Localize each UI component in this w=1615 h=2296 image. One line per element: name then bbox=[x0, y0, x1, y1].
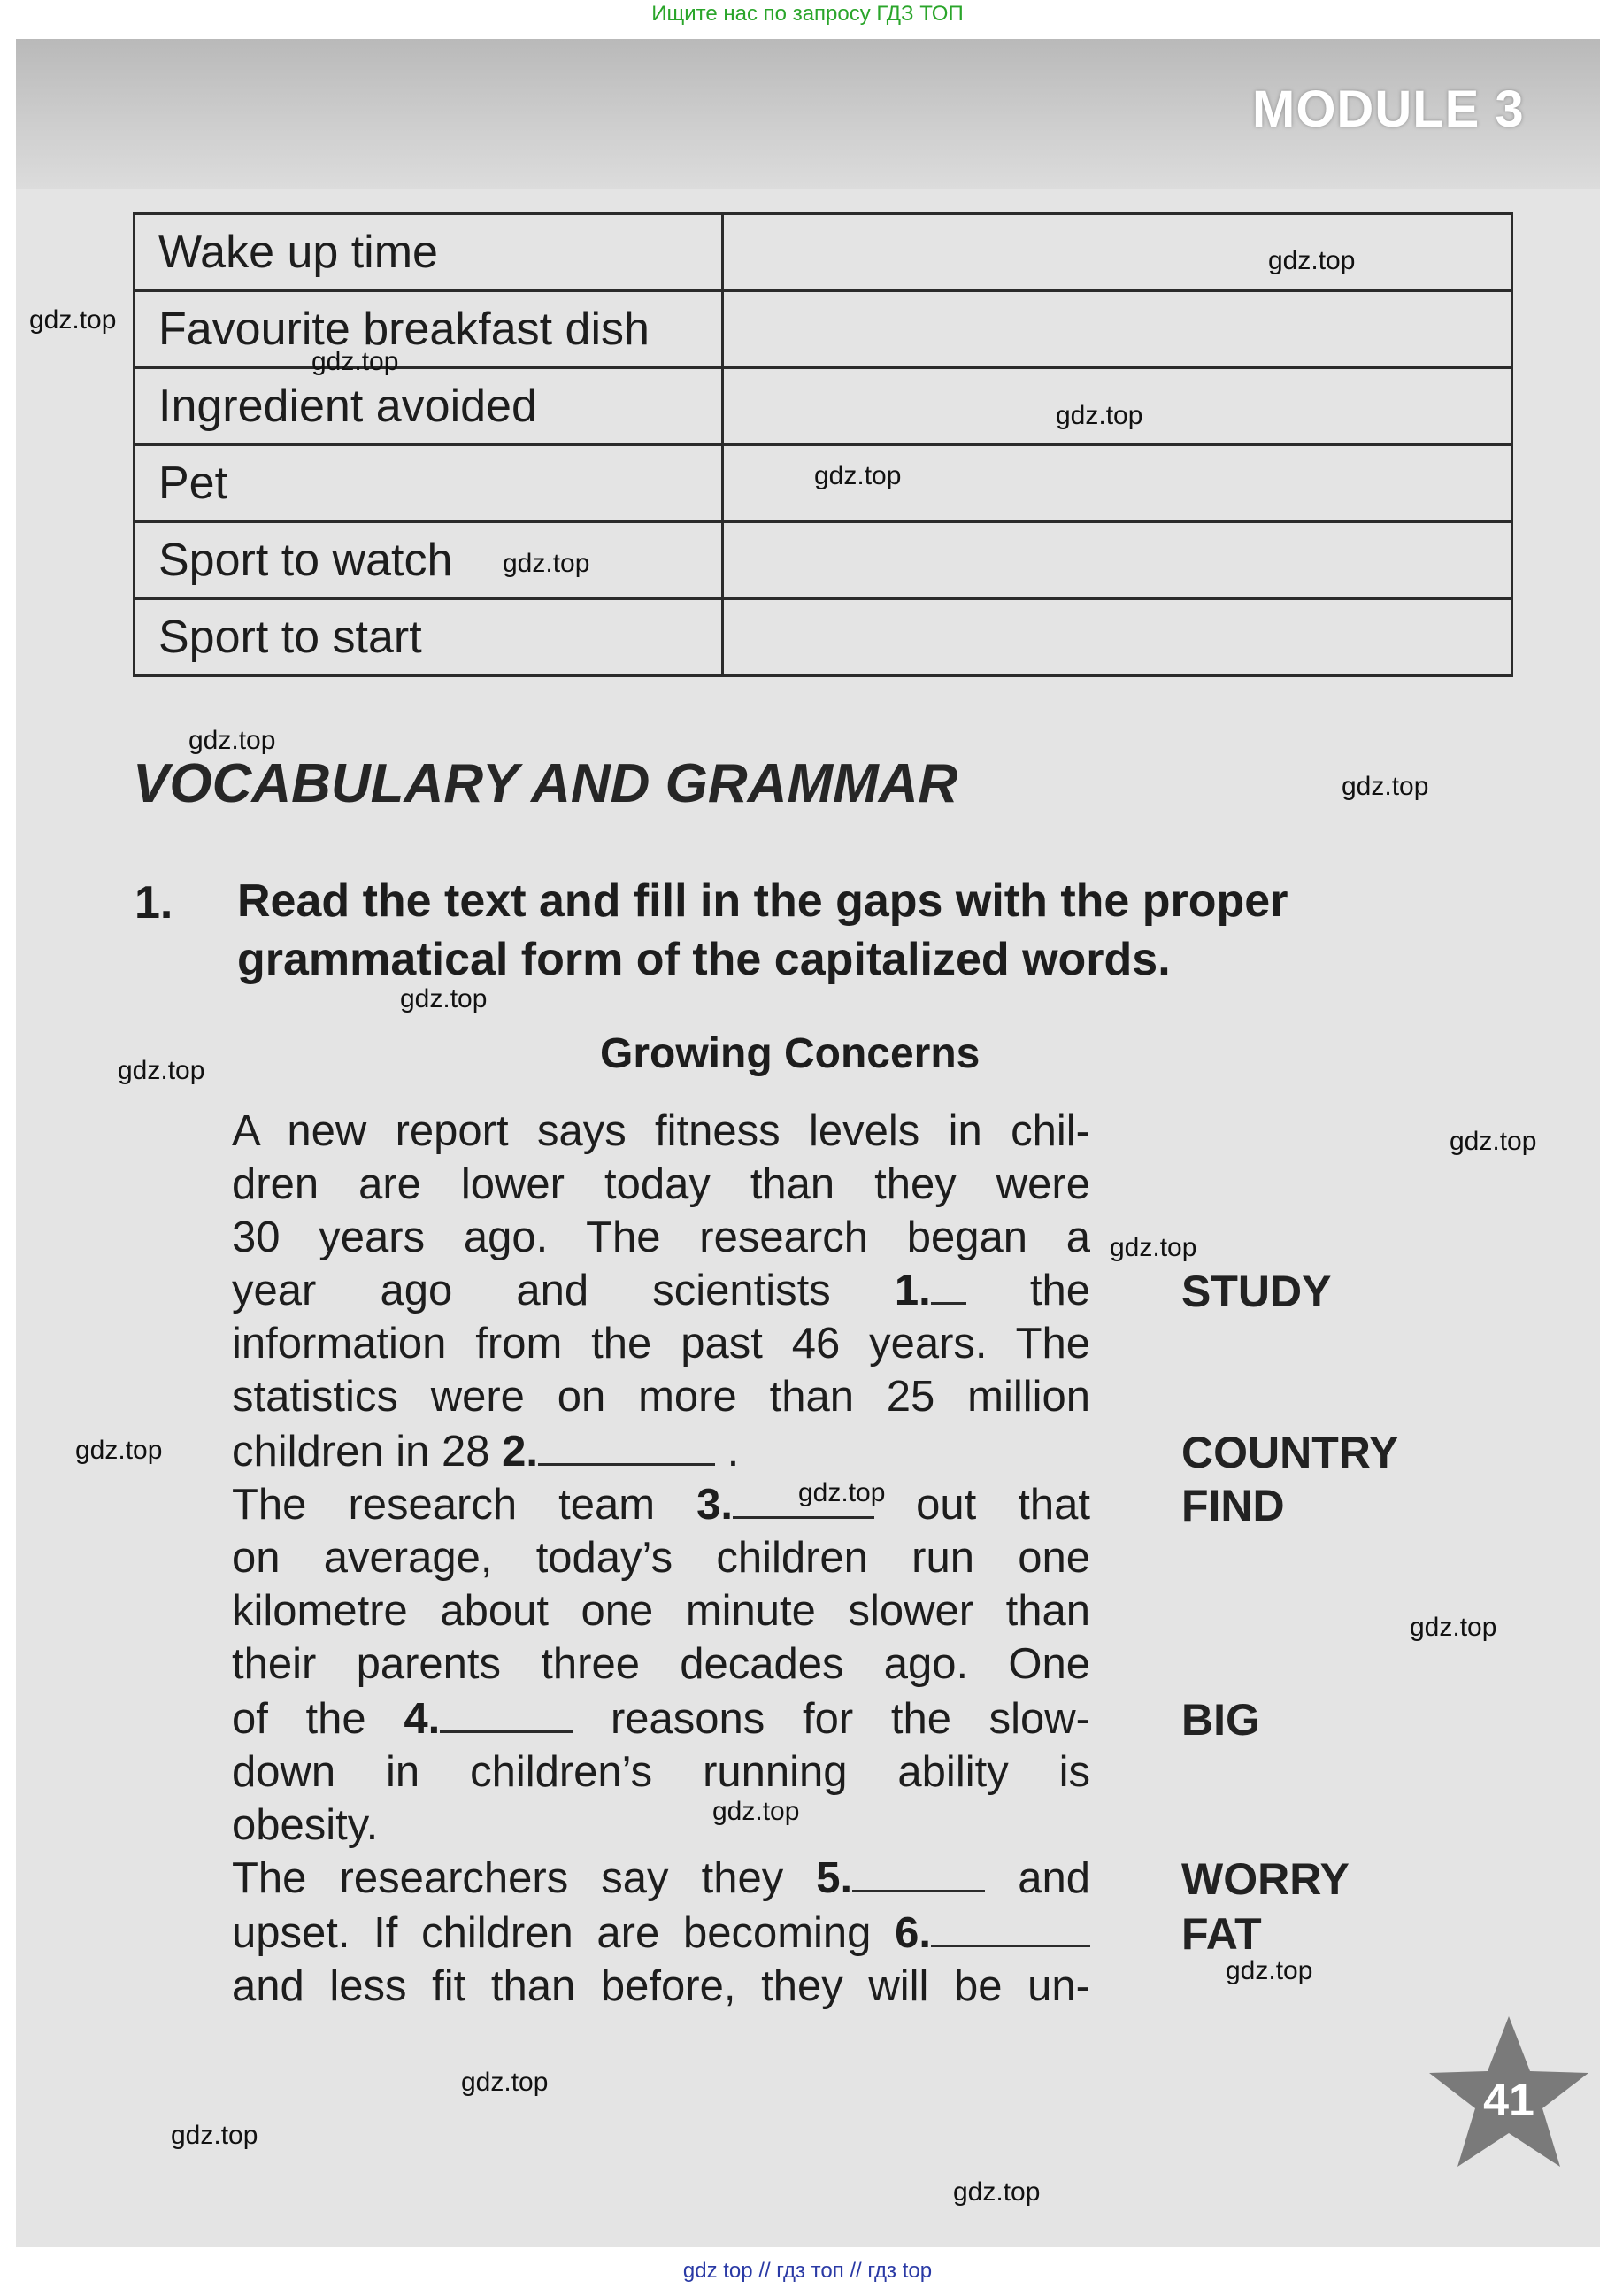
watermark: gdz.top bbox=[311, 347, 399, 376]
table-cell-value[interactable] bbox=[723, 522, 1512, 599]
story-title: Growing Concerns bbox=[600, 1030, 981, 1077]
instruction-line: grammatical form of the capitalized words. bbox=[237, 934, 1171, 985]
story-line: statistics were on more than 25 million bbox=[232, 1373, 1090, 1421]
story-text: children in 28 bbox=[232, 1428, 490, 1475]
watermark: gdz.top bbox=[1056, 401, 1143, 430]
watermark: gdz.top bbox=[1268, 246, 1356, 275]
table-cell-label: Sport to start bbox=[135, 599, 723, 676]
watermark: gdz.top bbox=[798, 1478, 886, 1507]
watermark: gdz.top bbox=[171, 2121, 258, 2150]
cap-word: STUDY bbox=[1181, 1267, 1332, 1316]
story-text: the bbox=[1029, 1267, 1090, 1314]
module-label: MODULE 3 bbox=[1252, 81, 1525, 138]
gap-1[interactable] bbox=[895, 1267, 966, 1314]
page-number-star bbox=[1420, 2009, 1597, 2186]
table-row bbox=[135, 368, 1512, 445]
exercise-number: 1. bbox=[135, 877, 173, 928]
story-text: The research team bbox=[232, 1481, 656, 1529]
story-line bbox=[232, 1908, 1090, 1958]
cap-word: BIG bbox=[1181, 1695, 1260, 1745]
gap-number: 4. bbox=[404, 1695, 441, 1743]
story-text: reasons for the slow- bbox=[610, 1695, 1090, 1743]
story-line: their parents three decades ago. One bbox=[232, 1640, 1090, 1688]
page-number: 41 bbox=[1483, 2075, 1534, 2126]
section-title: VOCABULARY AND GRAMMAR bbox=[133, 753, 958, 814]
table-cell-value[interactable] bbox=[723, 291, 1512, 368]
table-cell-value[interactable] bbox=[723, 214, 1512, 291]
story-line bbox=[232, 1427, 1090, 1476]
table-cell-label: Pet bbox=[135, 445, 723, 522]
story-line bbox=[232, 1853, 1090, 1903]
bottom-site-links[interactable]: gdz top // гдз топ // гдз top bbox=[682, 2259, 933, 2283]
gap-4[interactable] bbox=[404, 1695, 573, 1743]
cap-word: FAT bbox=[1181, 1909, 1262, 1959]
story-line: and less fit than before, they will be un- bbox=[232, 1962, 1090, 2010]
story-line: information from the past 46 years. The bbox=[232, 1320, 1090, 1368]
table-cell-label: Wake up time bbox=[135, 214, 723, 291]
watermark: gdz.top bbox=[1410, 1613, 1497, 1642]
story-line: down in children’s running ability is bbox=[232, 1748, 1090, 1796]
watermark: gdz.top bbox=[503, 549, 590, 578]
watermark: gdz.top bbox=[29, 305, 117, 335]
watermark: gdz.top bbox=[400, 984, 488, 1013]
watermark: gdz.top bbox=[461, 2068, 549, 2097]
story-line: 30 years ago. The research began a bbox=[232, 1213, 1090, 1261]
story-line: A new report says fitness levels in chil- bbox=[232, 1107, 1090, 1155]
watermark: gdz.top bbox=[1450, 1127, 1537, 1156]
watermark: gdz.top bbox=[712, 1797, 800, 1826]
exercise-instruction bbox=[237, 872, 1529, 989]
cap-word: WORRY bbox=[1181, 1854, 1350, 1904]
story-text: and bbox=[1018, 1854, 1090, 1902]
watermark: gdz.top bbox=[1342, 772, 1429, 801]
watermark: gdz.top bbox=[814, 461, 902, 490]
table-cell-label: Sport to watch bbox=[135, 522, 723, 599]
gap-5[interactable] bbox=[816, 1854, 985, 1902]
table-cell-label: Ingredient avoided bbox=[135, 368, 723, 445]
gap-number: 2. bbox=[502, 1428, 538, 1475]
story-line: dren are lower today than they were bbox=[232, 1160, 1090, 1208]
story-line bbox=[232, 1694, 1090, 1744]
table-cell-value[interactable] bbox=[723, 599, 1512, 676]
gap-number: 3. bbox=[696, 1481, 734, 1529]
watermark: gdz.top bbox=[953, 2177, 1041, 2207]
gap-6[interactable] bbox=[895, 1909, 1090, 1957]
story-text: year ago and scientists bbox=[232, 1267, 831, 1314]
table-cell-label: Favourite breakfast dish bbox=[135, 291, 723, 368]
story-line: on average, today’s children run one bbox=[232, 1534, 1090, 1582]
watermark: gdz.top bbox=[75, 1436, 163, 1465]
story-line: kilometre about one minute slower than bbox=[232, 1587, 1090, 1635]
watermark: gdz.top bbox=[118, 1056, 205, 1085]
info-table bbox=[133, 212, 1513, 677]
story-text: of the bbox=[232, 1695, 366, 1743]
story-text: The researchers say they bbox=[232, 1854, 784, 1902]
watermark: gdz.top bbox=[1226, 1956, 1313, 1985]
story-line bbox=[232, 1266, 1090, 1315]
gap-2[interactable] bbox=[502, 1428, 715, 1475]
cap-word: FIND bbox=[1181, 1481, 1285, 1530]
top-search-link[interactable]: Ищите нас по запросу ГДЗ ТОП bbox=[651, 2, 964, 26]
story-line: obesity. bbox=[232, 1801, 379, 1849]
story-text: . bbox=[727, 1428, 740, 1475]
gap-number: 5. bbox=[816, 1854, 853, 1902]
cap-word: COUNTRY bbox=[1181, 1428, 1399, 1477]
watermark: gdz.top bbox=[1110, 1233, 1197, 1262]
table-row bbox=[135, 599, 1512, 676]
story-text: out that bbox=[916, 1481, 1090, 1529]
instruction-line: Read the text and fill in the gaps with the proper bbox=[237, 875, 1288, 927]
gap-number: 1. bbox=[894, 1267, 931, 1314]
watermark: gdz.top bbox=[188, 726, 276, 755]
gap-number: 6. bbox=[895, 1909, 931, 1957]
story-text: upset. If children are becoming bbox=[232, 1909, 872, 1957]
table-row bbox=[135, 522, 1512, 599]
story-line bbox=[232, 1480, 1090, 1529]
